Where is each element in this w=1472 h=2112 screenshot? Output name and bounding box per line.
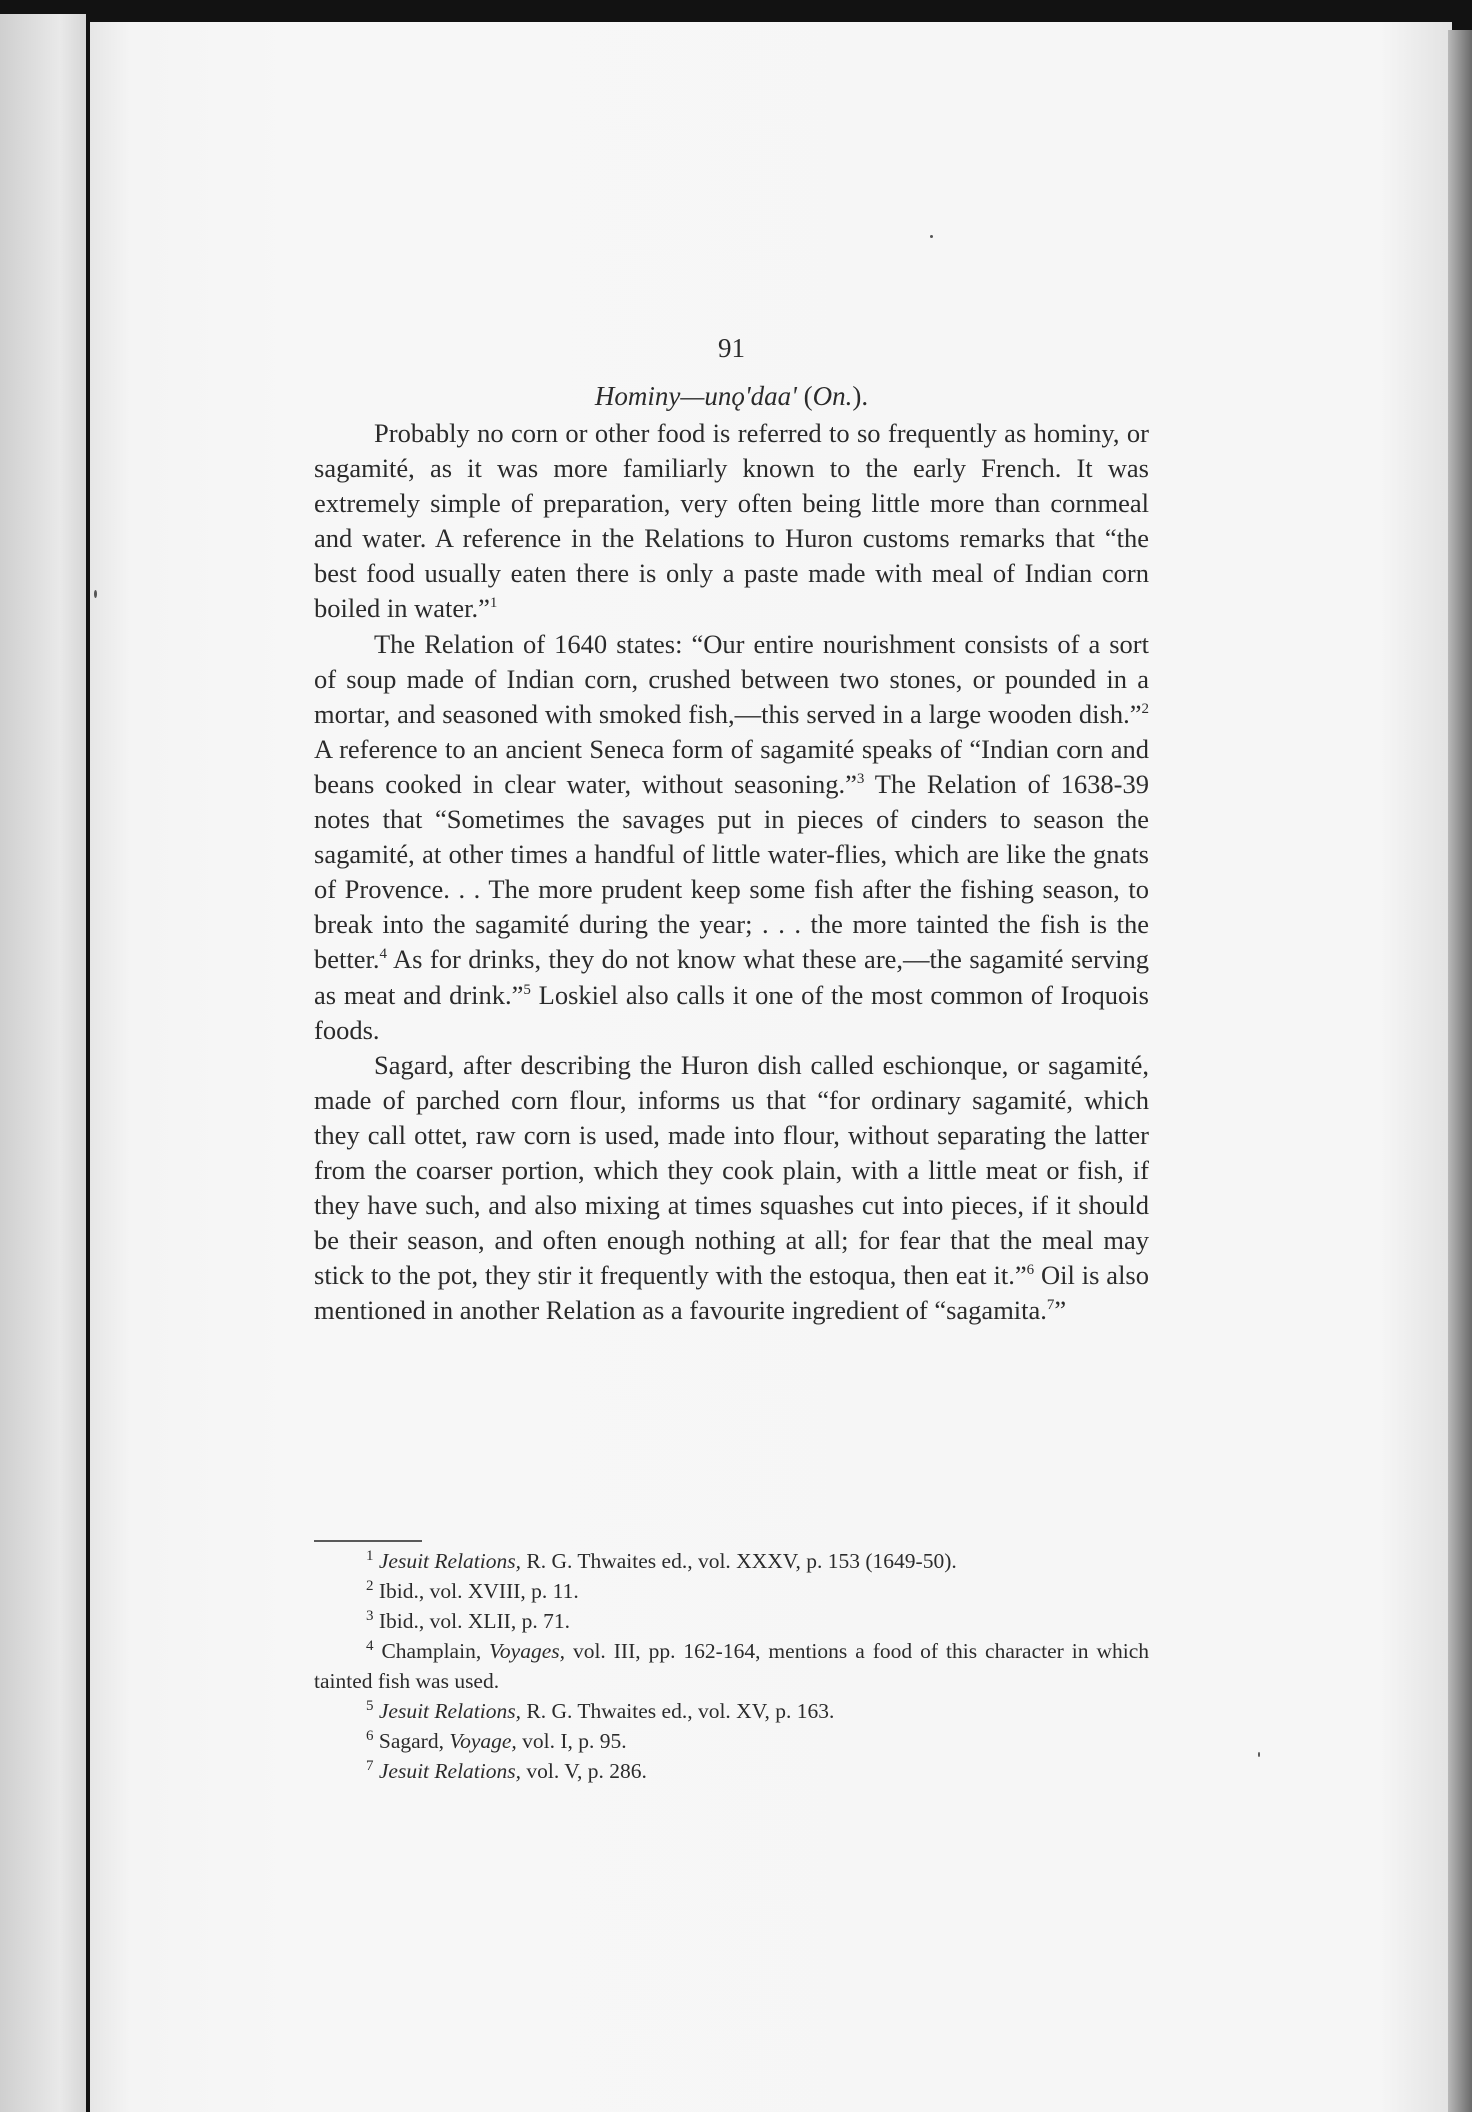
- paragraph-2-text-c: The Relation of 1638-39 notes that “Sometimes the savages put in pieces of cinders to season the sagamité, at other times a handful of little water-flies, which are like the gnats of Provence. . . The more prudent keep some fish after the fishing season, to break into the sagamité during the year; . . . the more tainted the fish is the better.: [314, 768, 1149, 975]
- footnote-7-text: vol. V, p. 286.: [521, 1759, 647, 1783]
- paragraph-1: [314, 416, 1149, 627]
- footnote-ref-3[interactable]: 3: [856, 771, 865, 788]
- scan-speck: [94, 590, 97, 598]
- footnote-4-title: Voyages,: [489, 1639, 565, 1663]
- footnote-2-text: Ibid., vol. XVIII, p. 11.: [373, 1579, 579, 1603]
- footnote-ref-6[interactable]: 6: [1026, 1262, 1035, 1279]
- footnote-3-text: Ibid., vol. XLII, p. 71.: [373, 1609, 570, 1633]
- footnote-5: [314, 1696, 1149, 1726]
- paragraph-3-text-a: Sagard, after describing the Huron dish called eschionque, or sagamité, made of parched corn flour, informs us that “for ordinary sagamité, which they call ottet, raw corn is used, made into flour, without separating the latter from the coarser portion, which they cook plain, with a little meat or fish, if they have such, and also mixing at times squashes cut into pieces, if it should be their season, and often enough nothing at all; for fear that the meal may stick to the pot, they stir it frequently with the estoqua, then eat it.”: [314, 1049, 1149, 1291]
- footnote-6-text: vol. I, p. 95.: [516, 1729, 627, 1753]
- footnote-6-title: Voyage,: [449, 1729, 517, 1753]
- scan-speck: [930, 235, 933, 238]
- footnote-4-number: 4: [366, 1637, 374, 1654]
- paragraph-2-text-a: The Relation of 1640 states: “Our entire nourishment consists of a sort of soup made of Indian corn, crushed between two stones, or pounded in a mortar, and seasoned with smoked fish,—this served in a large wooden dish.”: [314, 628, 1149, 729]
- footnote-5-text: R. G. Thwaites ed., vol. XV, p. 163.: [521, 1699, 835, 1723]
- footnote-6: [314, 1726, 1149, 1756]
- paragraph-1-text: Probably no corn or other food is referred to so frequently as hominy, or sagamité, as it was more familiarly known to the early French. It was extremely simple of preparation, very often being little more than cornmeal and water. A reference in the Relations to Huron customs remarks that “the best food usually eaten there is only a paste made with meal of Indian corn boiled in water.”: [314, 418, 1149, 624]
- footnote-1: [314, 1546, 1149, 1576]
- page-stack-edge: [1448, 30, 1472, 2112]
- paragraph-2: [314, 627, 1149, 1048]
- footnotes: [314, 1546, 1149, 1786]
- heading-suffix: [813, 381, 869, 411]
- paragraph-2-text-e: Loskiel also calls it one of the most common of Iroquois foods.: [314, 979, 1149, 1045]
- footnote-3: [314, 1606, 1149, 1636]
- page-text: [314, 330, 1149, 1328]
- footnote-6-author: Sagard,: [373, 1729, 450, 1753]
- footnote-3-number: 3: [366, 1607, 374, 1624]
- heading-title: Hominy—unǫ'daa': [594, 381, 797, 411]
- footnote-7-title: Jesuit Relations,: [378, 1759, 521, 1783]
- footnote-ref-5[interactable]: 5: [523, 981, 531, 998]
- paragraph-3-text-b: Oil is also mentioned in another Relation as a favourite ingredient of “sagamita.: [314, 1260, 1149, 1326]
- footnote-7: [314, 1756, 1149, 1786]
- footnote-2-number: 2: [366, 1577, 374, 1594]
- paragraph-2-text-d: As for drinks, they do not know what these are,—the sagamité serving as meat and drink.”: [314, 944, 1149, 1010]
- footnote-5-number: 5: [366, 1697, 374, 1714]
- page-number: 91: [718, 333, 745, 363]
- footnote-1-title: Jesuit Relations,: [378, 1549, 521, 1573]
- section-heading: Hominy—unǫ'daa' (On.).: [594, 381, 869, 411]
- footnote-5-title: Jesuit Relations,: [378, 1699, 521, 1723]
- footnote-ref-1[interactable]: 1: [489, 595, 498, 612]
- footnote-4: [314, 1636, 1149, 1696]
- paragraph-3: [314, 1048, 1149, 1329]
- footnote-4-author: Champlain,: [373, 1639, 490, 1663]
- scan-speck: [1258, 1752, 1260, 1757]
- footnote-1-number: 1: [366, 1547, 374, 1564]
- heading-suffix-text: On.).: [812, 381, 869, 411]
- footnote-ref-7[interactable]: 7: [1046, 1297, 1055, 1314]
- footnote-ref-4[interactable]: 4: [379, 946, 387, 963]
- footnote-1-text: R. G. Thwaites ed., vol. XXXV, p. 153 (1649-50).: [521, 1549, 957, 1573]
- footnote-ref-2[interactable]: 2: [1141, 700, 1149, 717]
- facing-page-edge: [0, 14, 86, 2112]
- footnote-6-number: 6: [366, 1727, 374, 1744]
- footnote-2: [314, 1576, 1149, 1606]
- footnote-divider: [314, 1540, 422, 1542]
- paragraph-3-text-c: ”: [1054, 1295, 1067, 1326]
- footnote-7-number: 7: [366, 1757, 374, 1774]
- footnote-4-text: vol. III, pp. 162-164, mentions a food of this character in which tainted fish was used.: [314, 1639, 1149, 1693]
- paragraph-2-text-b: A reference to an ancient Seneca form of sagamité speaks of “Indian corn and beans cooked in clear water, without seasoning.”: [314, 733, 1149, 799]
